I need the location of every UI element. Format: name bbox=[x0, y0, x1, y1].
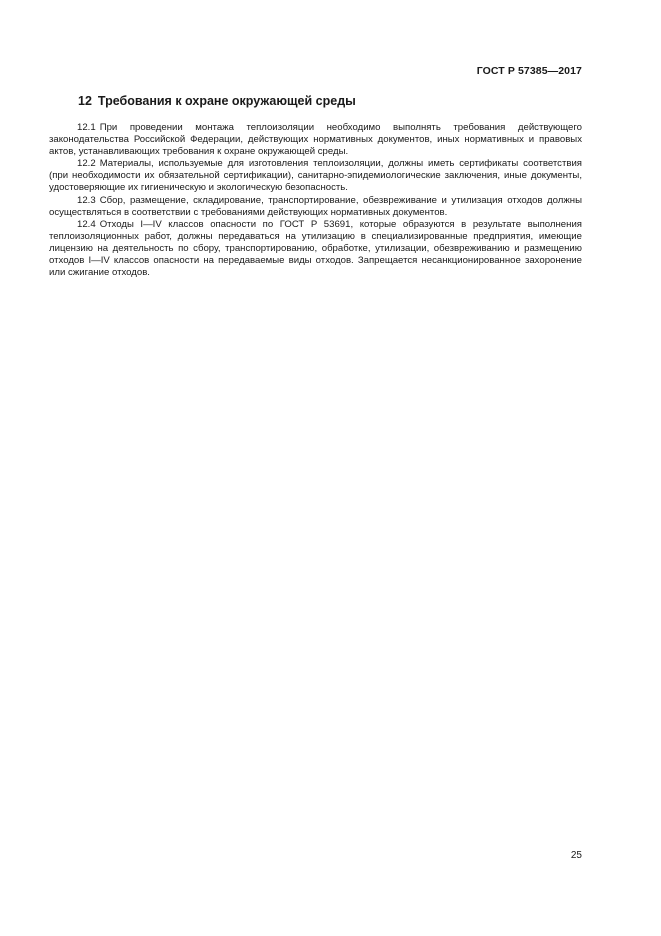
section-number: 12 bbox=[78, 94, 92, 108]
section-heading bbox=[78, 94, 356, 108]
clause-12-4 bbox=[49, 219, 582, 279]
clause-text: Сбор, размещение, складирование, транспортирование, обезвреживание и утилизация отходов должны осуществляться в соответствии с требованиями действующих нормативных документов. bbox=[49, 194, 582, 218]
clause-text: Отходы I—IV классов опасности по ГОСТ Р 53691, которые образуются в результате выполнения теплоизоляционных работ, должны передаваться на утилизацию в специализированные предприятия, имеющие лицензию на деятельность по сбору, транспортированию, обработке, утилизации, обезвреживанию и размещению отходов I—IV классов опасности на передаваемые виды отходов. Запрещается несанкционированное захоронение или сжигание отходов. bbox=[49, 218, 582, 279]
section-body bbox=[49, 122, 582, 279]
clause-number: 12.1 bbox=[77, 122, 96, 133]
clause-12-3 bbox=[49, 195, 582, 219]
clause-number: 12.2 bbox=[77, 158, 96, 170]
page-number: 25 bbox=[570, 850, 582, 861]
clause-text: При проведении монтажа теплоизоляции необходимо выполнять требования действующего законодательства Российской Федерации, действующих нормативных документов, иных нормативных и правовых актов, устанавливающих требования к охране окружающей среды. bbox=[49, 122, 582, 158]
clause-text: Материалы, используемые для изготовления теплоизоляции, должны иметь сертификаты соответствия (при необходимости их обязательной сертификации), санитарно-эпидемиологические заключения, иные документы, удостоверяющие их гигиеническую и экологическую безопасность. bbox=[49, 158, 582, 194]
clause-number: 12.4 bbox=[77, 218, 96, 230]
clause-number: 12.3 bbox=[77, 194, 96, 206]
section-title: Требования к охране окружающей среды bbox=[97, 94, 356, 108]
document-code: ГОСТ Р 57385—2017 bbox=[476, 65, 582, 77]
clause-12-1 bbox=[49, 122, 582, 158]
clause-12-2 bbox=[49, 158, 582, 194]
